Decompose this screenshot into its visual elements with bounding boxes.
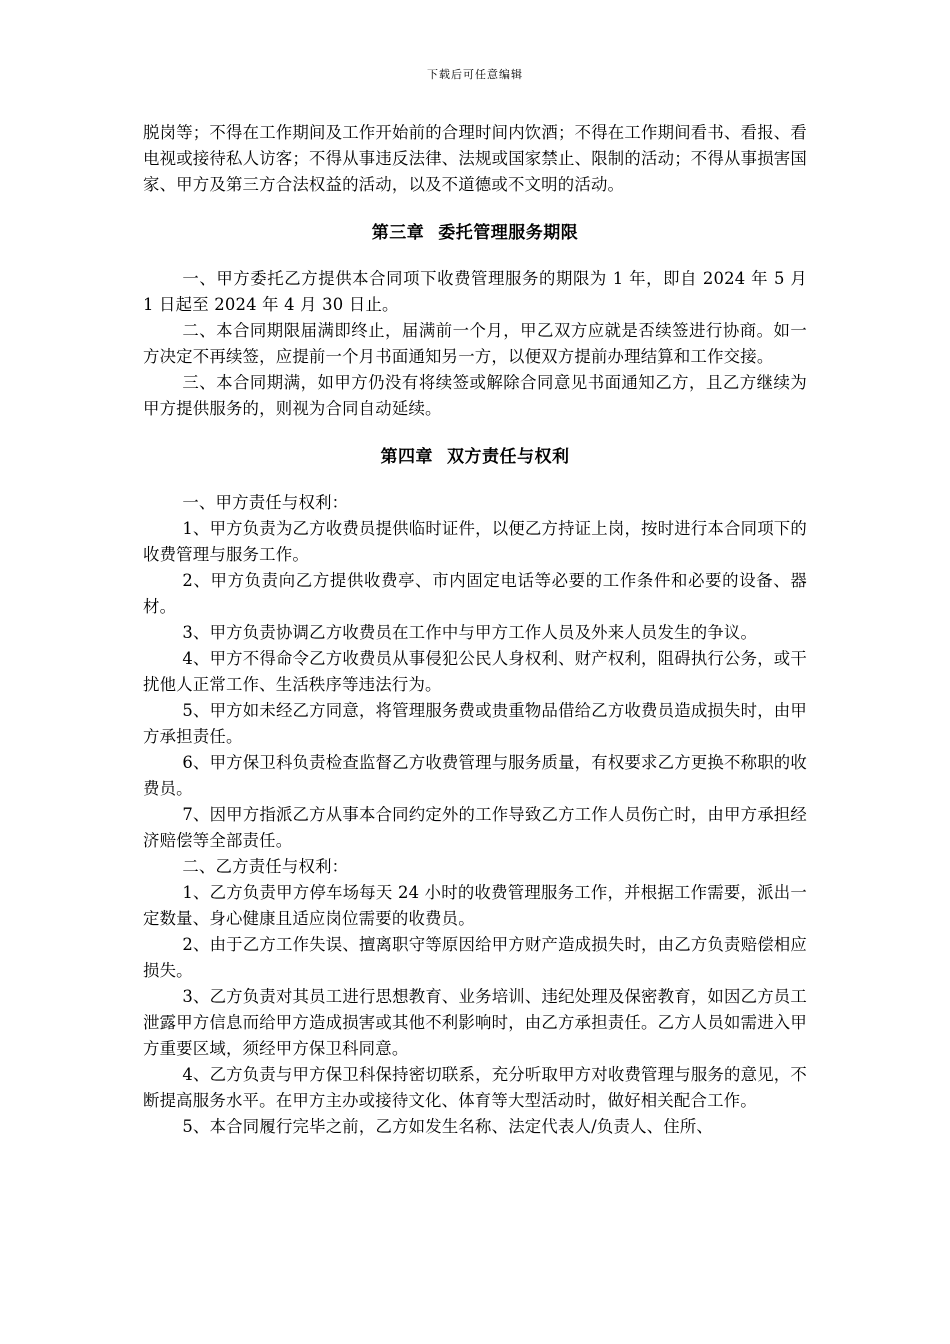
clause-paragraph: 2、由于乙方工作失误、擅离职守等原因给甲方财产造成损失时，由乙方负责赔偿相应损失。 <box>143 935 807 980</box>
page-header: 下载后可任意编辑 <box>427 68 523 81</box>
section-heading-party-a: 一、甲方责任与权利： <box>182 493 349 512</box>
clause-paragraph: 5、甲方如未经乙方同意，将管理服务费或贵重物品借给乙方收费员造成损失时，由甲方承担责任。 <box>143 701 807 746</box>
section-heading-party-b: 二、乙方责任与权利： <box>182 857 349 876</box>
clause-paragraph: 4、乙方负责与甲方保卫科保持密切联系，充分听取甲方对收费管理与服务的意见，不断提高服务水平。在甲方主办或接待文化、体育等大型活动时，做好相关配合工作。 <box>143 1065 807 1110</box>
intro-paragraph: 脱岗等；不得在工作期间及工作开始前的合理时间内饮酒；不得在工作期间看书、看报、看电视或接待私人访客；不得从事违反法律、法规或国家禁止、限制的活动；不得从事损害国家、甲方及第三方合法权益的活动，以及不道德或不文明的活动。 <box>143 123 807 194</box>
chapter-3-paragraph: 一、甲方委托乙方提供本合同项下收费管理服务的期限为 1 年，即自 2024 年 5 月 1 日起至 2024 年 4 月 30 日止。 <box>143 269 807 314</box>
document-body <box>143 120 807 1140</box>
chapter-3-number: 第三章 <box>371 223 425 243</box>
clause-paragraph: 1、甲方负责为乙方收费员提供临时证件，以便乙方持证上岗，按时进行本合同项下的收费管理与服务工作。 <box>143 519 807 564</box>
clause-paragraph: 7、因甲方指派乙方从事本合同约定外的工作导致乙方工作人员伤亡时，由甲方承担经济赔偿等全部责任。 <box>143 805 807 850</box>
clause-paragraph: 6、甲方保卫科负责检查监督乙方收费管理与服务质量，有权要求乙方更换不称职的收费员。 <box>143 753 807 798</box>
clause-paragraph: 1、乙方负责甲方停车场每天 24 小时的收费管理服务工作，并根据工作需要，派出一定数量、身心健康且适应岗位需要的收费员。 <box>143 883 807 928</box>
clause-paragraph: 5、本合同履行完毕之前，乙方如发生名称、法定代表人/负责人、住所、 <box>182 1117 714 1136</box>
chapter-4-number: 第四章 <box>380 447 433 467</box>
chapter-3-paragraph: 二、本合同期限届满即终止，届满前一个月，甲乙双方应就是否续签进行协商。如一方决定不再续签，应提前一个月书面通知另一方，以便双方提前办理结算和工作交接。 <box>143 321 807 366</box>
chapter-4-title: 双方责任与权利 <box>447 447 570 467</box>
clause-paragraph: 3、甲方负责协调乙方收费员在工作中与甲方工作人员及外来人员发生的争议。 <box>182 623 758 642</box>
chapter-4-heading <box>143 444 807 470</box>
chapter-3-title: 委托管理服务期限 <box>438 223 579 243</box>
clause-paragraph: 3、乙方负责对其员工进行思想教育、业务培训、违纪处理及保密教育，如因乙方员工泄露甲方信息而给甲方造成损害或其他不利影响时，由乙方承担责任。乙方人员如需进入甲方重要区域，须经甲方保卫科同意。 <box>143 987 807 1058</box>
clause-paragraph: 4、甲方不得命令乙方收费员从事侵犯公民人身权利、财产权利，阻碍执行公务，或干扰他人正常工作、生活秩序等违法行为。 <box>143 649 807 694</box>
chapter-3-paragraph: 三、本合同期满，如甲方仍没有将续签或解除合同意见书面通知乙方，且乙方继续为甲方提供服务的，则视为合同自动延续。 <box>143 373 807 418</box>
clause-paragraph: 2、甲方负责向乙方提供收费亭、市内固定电话等必要的工作条件和必要的设备、器材。 <box>143 571 807 616</box>
chapter-3-heading <box>143 220 807 246</box>
